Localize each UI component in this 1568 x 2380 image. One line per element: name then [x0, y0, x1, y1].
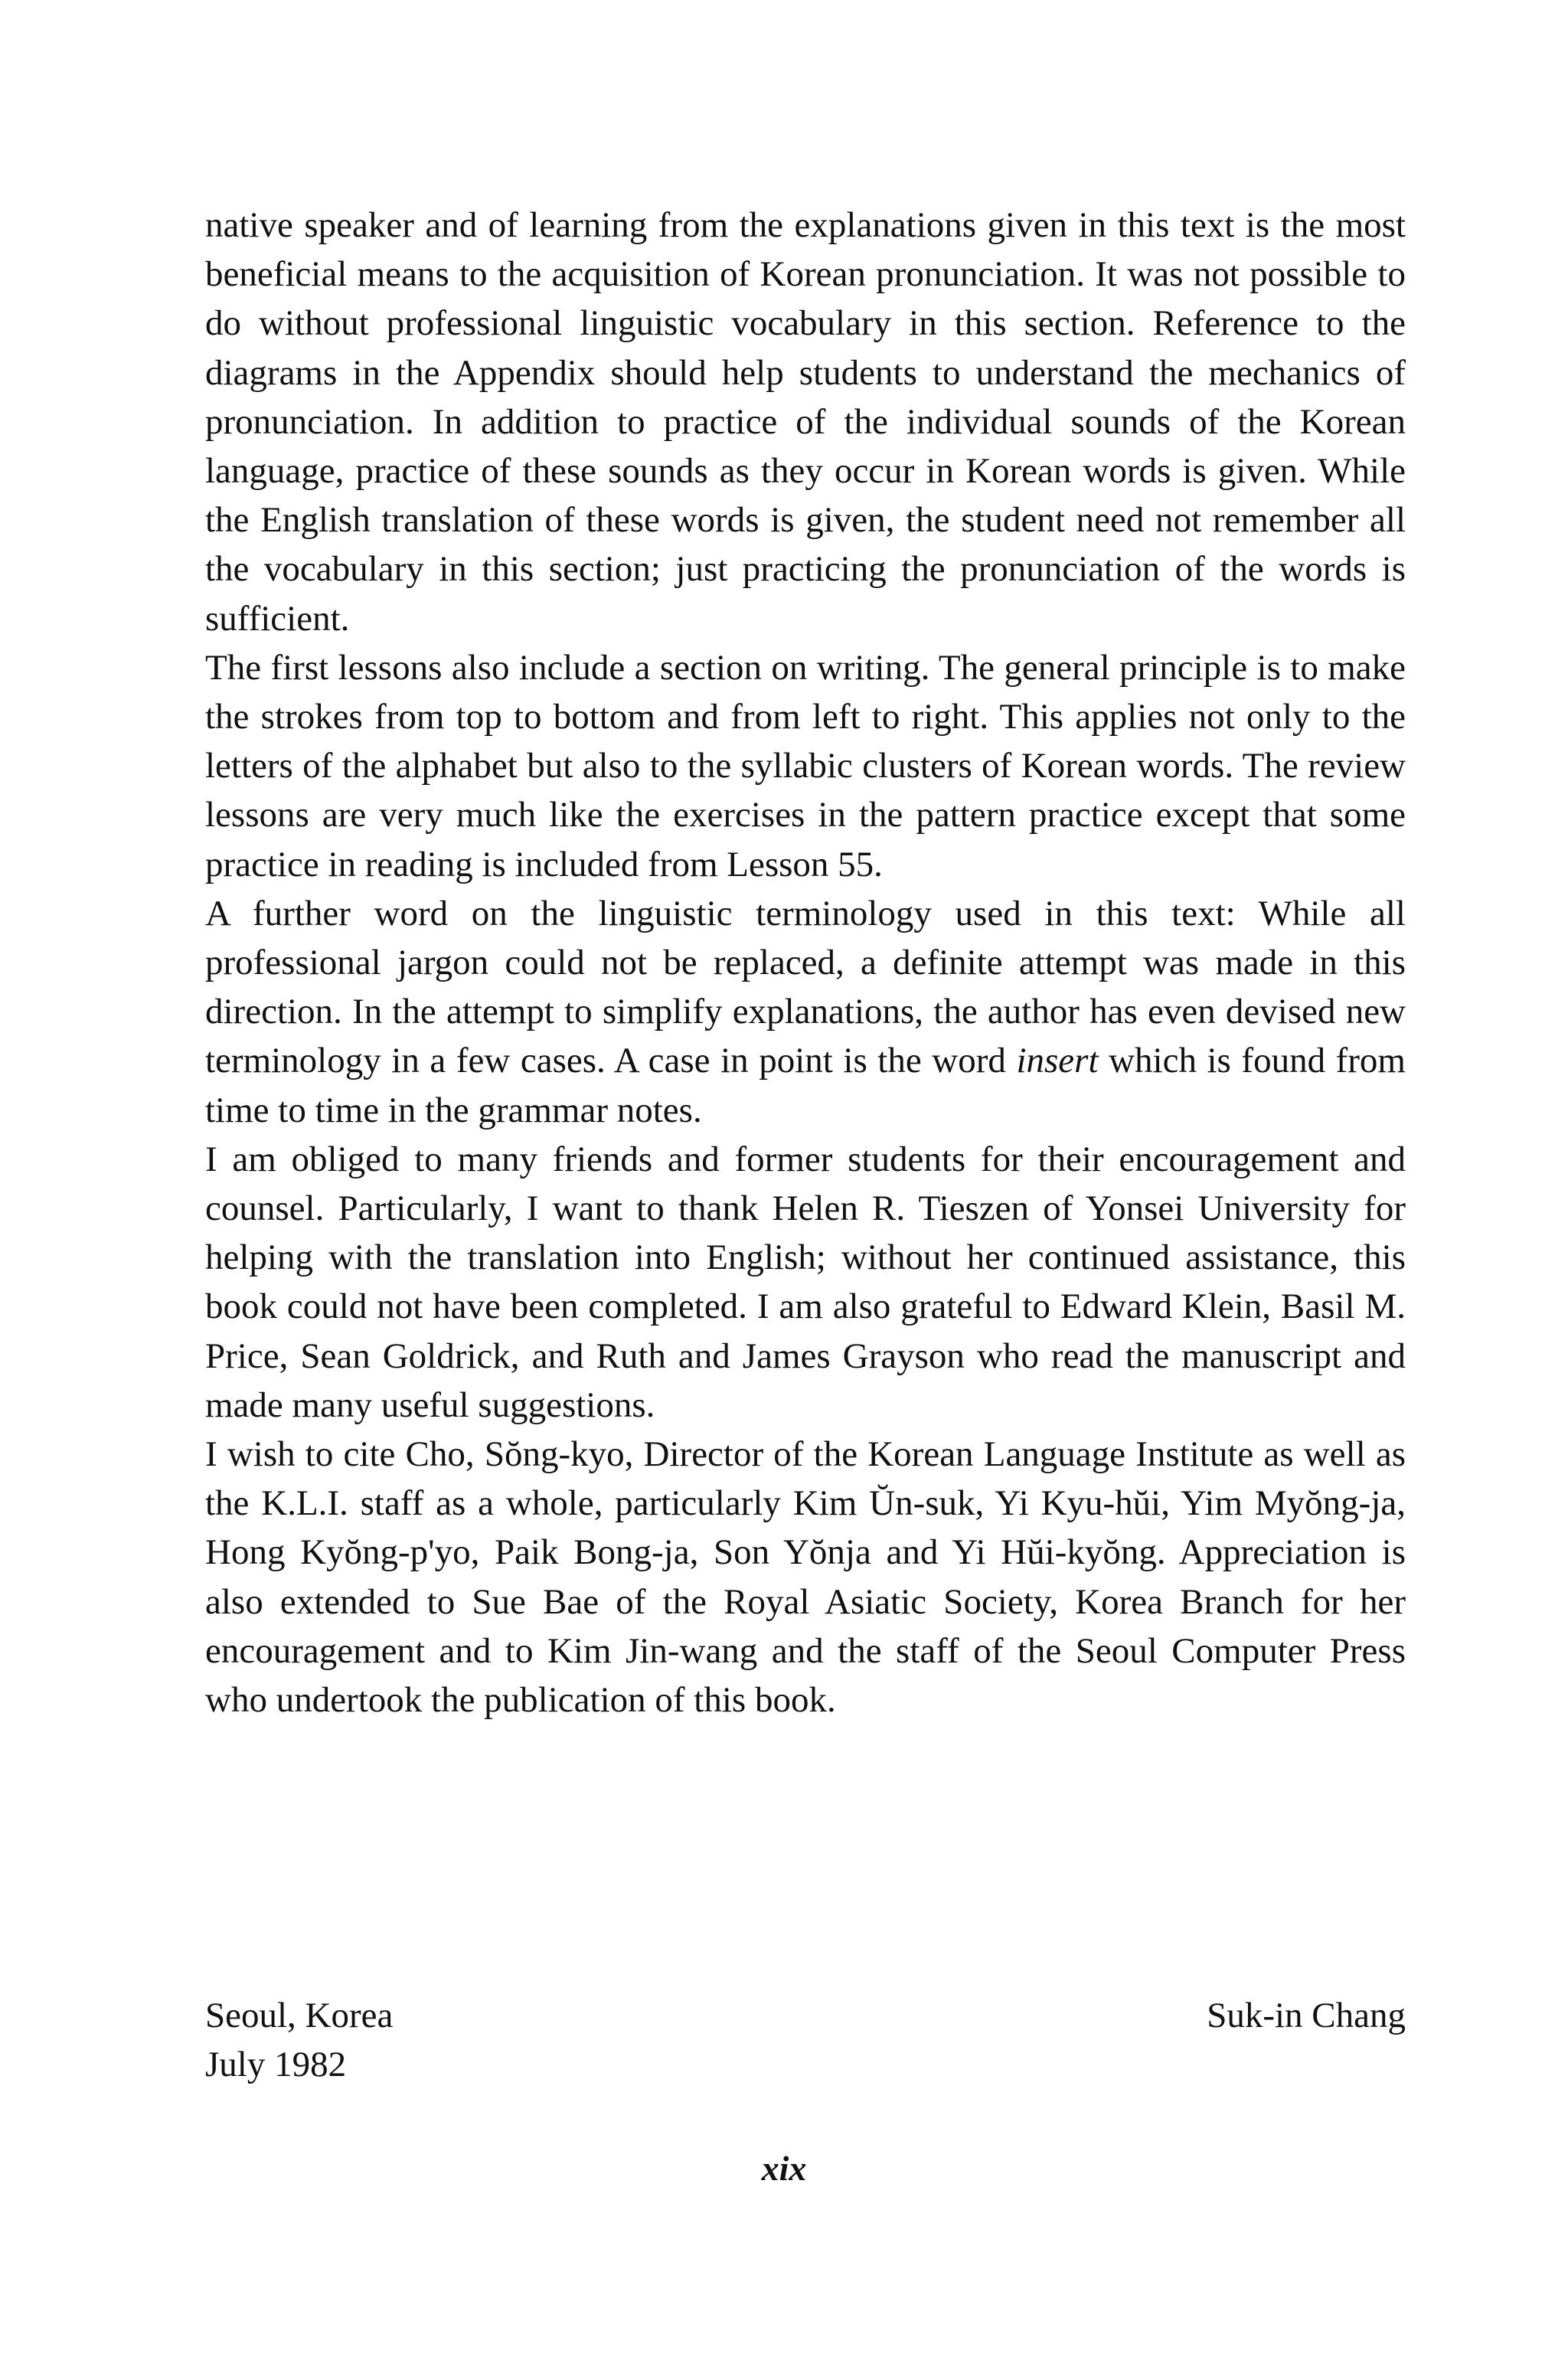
signature-place: Seoul, Korea: [205, 1996, 394, 2035]
paragraph-acknowledgments: I am obliged to many friends and former students for their encouragement and counsel. Particularly, I want to thank Helen R. Tieszen of Yonsei University for helping with the translation into English; without her continued assistance, this book could not have been completed. I am also grateful to Edward Klein, Basil M. Price, Sean Goldrick, and Ruth and James Grayson who read the manuscript and made many useful suggestions.: [205, 1139, 1406, 1425]
terminology-italic-word: insert: [1016, 1041, 1099, 1081]
page-number: xix: [761, 2149, 807, 2188]
signature-date: July 1982: [205, 2045, 347, 2084]
paragraph-citations: I wish to cite Cho, Sŏng-kyo, Director of the Korean Language Institute as well as the K.L.I. staff as a whole, particularly Kim Ŭn-suk, Yi Kyu-hŭi, Yim Myŏng-ja, Hong Kyŏng-p'yo, Paik Bong-ja, Son Yŏnja and Yi Hŭi-kyŏng. Appreciation is also extended to Sue Bae of the Royal Asiatic Society, Korea Branch for her encouragement and to Kim Jin-wang and the staff of the Seoul Computer Press who undertook the publication of this book.: [205, 1434, 1406, 1721]
paragraph-terminology: [205, 889, 1406, 1135]
paragraph-pronunciation: native speaker and of learning from the explanations given in this text is the most beneficial means to the acquisition of Korean pronunciation. It was not possible to do without professional linguistic vocabulary in this section. Reference to the diagrams in the Appendix should help students to understand the mechanics of pronunciation. In addition to practice of the individual sounds of the Korean language, practice of these sounds as they occur in Korean words is given. While the English translation of these words is given, the student need not remember all the vocabulary in this section; just practicing the pronunciation of the words is sufficient.: [205, 205, 1406, 639]
signature-place-date: [205, 1991, 393, 2089]
signature-author: Suk-in Chang: [1207, 1996, 1406, 2035]
paragraph-writing: The first lessons also include a section on writing. The general principle is to make the strokes from top to bottom and from left to right. This applies not only to the letters of the alphabet but also to the syllabic clusters of Korean words. The review lessons are very much like the exercises in the pattern practice except that some practice in reading is included from Lesson 55.: [205, 647, 1406, 884]
terminology-text-before: A further word on the linguistic terminology used in this text: While all professional jargon could not be replaced, a definite attempt was made in this direction. In the attempt to simplify explanations, the author has even devised new terminology in a few cases. A case in point is the word: [205, 893, 1406, 1081]
terminology-text-after: which is found from time to time in the grammar notes.: [205, 1041, 1406, 1130]
preface-body: [205, 201, 1406, 1725]
